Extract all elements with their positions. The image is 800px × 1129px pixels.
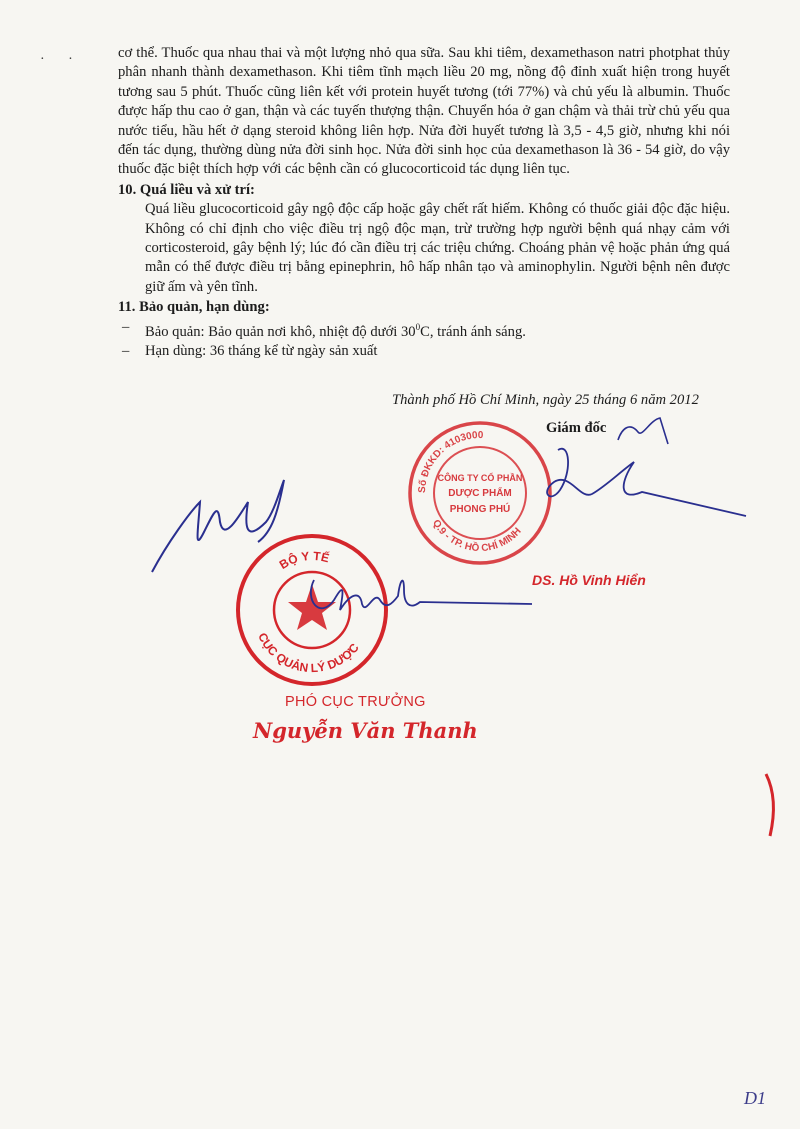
shelf-life-text: Hạn dùng: 36 tháng kể từ ngày sản xuất xyxy=(145,342,378,359)
director-signature xyxy=(510,412,760,522)
list-item-storage xyxy=(0,318,730,342)
degree-sup: 0 xyxy=(415,321,421,332)
place-date: Thành phố Hồ Chí Minh, ngày 25 tháng 6 năm 2012 xyxy=(392,392,699,408)
storage-text: Bảo quản: Bảo quản nơi khô, nhiệt độ dưới 30 xyxy=(145,323,416,340)
ministry-top-text: BỘ Y TẾ xyxy=(276,548,331,572)
dash-bullet: – xyxy=(122,318,130,335)
red-margin-mark xyxy=(762,770,782,840)
approval-title: PHÓ CỤC TRƯỞNG xyxy=(285,694,426,710)
heading-storage: 11. Bảo quản, hạn dùng: xyxy=(118,299,270,316)
storage-text-end: C, tránh ánh sáng. xyxy=(420,323,526,340)
approval-signature xyxy=(300,560,540,630)
list-item-shelf-life xyxy=(0,342,730,361)
signer-title: Giám đốc xyxy=(546,420,607,436)
svg-text:CỤC QUẢN LÝ DƯỢC xyxy=(255,631,362,676)
stamp-line-1: CÔNG TY CỔ PHẦN xyxy=(437,473,523,483)
stamp-ring-text: Q.9 - TP. HỒ CHÍ MINH xyxy=(430,517,524,555)
paragraph-overdose: Quá liều glucocorticoid gây ngộ độc cấp hoặc gây chết rất hiếm. Không có thuốc giải độc đặc hiệu. Không có chỉ định cho việc điều trị ngộ độc mạn, trừ trường hợp người bệnh quá nhạy cảm với corticosteroid, gây bệnh lý; lúc đó cần điều trị các triệu chứng. Choáng phản vệ hoặc phản ứng quá mẫn có thể được điều trị bằng epinephrin, hô hấp nhân tạo và aminophylin. Người bệnh nên được giữ ấm và yên tĩnh. xyxy=(145,201,730,295)
document-body xyxy=(118,44,730,361)
svg-text:Q.9 - TP. HỒ CHÍ MINH xyxy=(430,518,524,554)
stamp-line-2: DƯỢC PHẨM xyxy=(448,488,512,499)
stamp-line-3: PHONG PHÚ xyxy=(449,504,511,515)
approval-name: Nguyễn Văn Thanh xyxy=(253,718,478,743)
heading-overdose: 10. Quá liều và xử trí: xyxy=(118,181,255,198)
svg-text:Số ĐKKD: 4103000 xyxy=(416,430,483,493)
signer-name: DS. Hồ Vinh Hiển xyxy=(532,572,646,588)
scan-specks: · · xyxy=(40,52,83,67)
page-number: D1 xyxy=(744,1088,766,1108)
paragraph-pharmacokinetics: cơ thể. Thuốc qua nhau thai và một lượng nhỏ qua sữa. Sau khi tiêm, dexamethason natri photphat thủy phân nhanh thành dexamethason. Khi tiêm tĩnh mạch liều 20 mg, nồng độ đỉnh xuất hiện trong huyết tương sau 5 phút. Thuốc cũng liên kết với protein huyết tương (tới 77%) và chủ yếu là albumin. Thuốc được hấp thu cao ở gan, thận và các tuyến thượng thận. Chuyển hóa ở gan chậm và thải trừ chủ yếu qua nước tiểu, hầu hết ở dạng steroid không liên hợp. Nửa đời huyết tương là 3,5 - 4,5 giờ, nhưng khi nói đến tác dụng, thường dùng nửa đời sinh học. Nửa đời sinh học của dexamethason là 36 - 54 giờ, do vậy thuốc đặc biệt thích hợp với các bệnh cần có glucocorticoid tác dụng liên tục. xyxy=(118,45,730,178)
ministry-bottom-text: CỤC QUẢN LÝ DƯỢC xyxy=(255,630,362,676)
stamp-code: Số ĐKKD: 4103000 xyxy=(416,429,484,494)
dash-bullet: – xyxy=(122,342,130,359)
